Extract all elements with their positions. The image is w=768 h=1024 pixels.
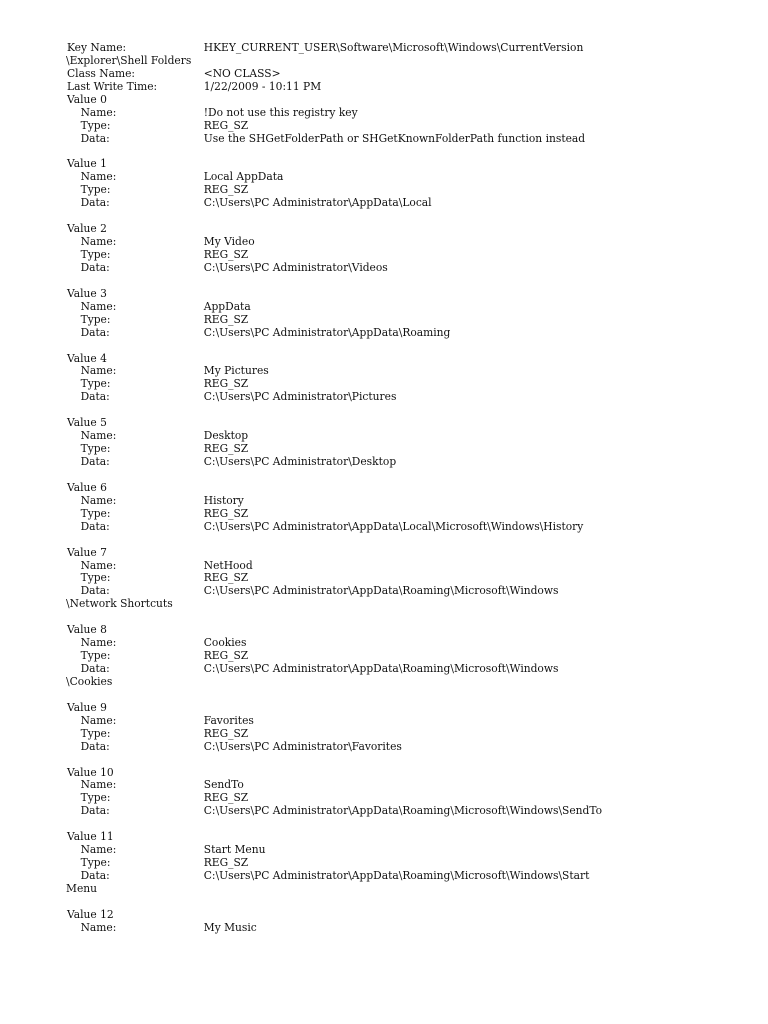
value-name-row bbox=[67, 107, 736, 120]
value-name-row bbox=[67, 560, 736, 573]
value-header-row bbox=[67, 547, 736, 560]
value-header: Value 0 bbox=[67, 92, 107, 106]
value-type-label: Type: bbox=[80, 726, 111, 740]
value-data: C:\Users\PC Administrator\AppData\Roaming\Microsoft\Windows\Start bbox=[203, 869, 590, 882]
value-name-label: Name: bbox=[80, 493, 117, 507]
class-name-label: Class Name: bbox=[67, 66, 136, 80]
blank-line bbox=[67, 611, 736, 624]
value-name-row bbox=[67, 922, 736, 935]
value-header-row bbox=[67, 767, 736, 780]
registry-value-entry bbox=[67, 288, 736, 340]
value-header-row bbox=[67, 482, 736, 495]
last-write-time-value: 1/22/2009 - 10:11 PM bbox=[203, 79, 322, 93]
value-type: REG_SZ bbox=[203, 649, 249, 663]
registry-value-entry bbox=[67, 547, 736, 612]
value-header: Value 5 bbox=[67, 416, 107, 430]
value-type-label: Type: bbox=[80, 183, 111, 197]
value-data-row bbox=[67, 663, 736, 676]
value-name-row bbox=[67, 236, 736, 249]
value-data-row bbox=[67, 456, 736, 469]
registry-value-entry bbox=[67, 94, 736, 146]
value-header: Value 8 bbox=[67, 623, 107, 637]
value-data-label: Data: bbox=[80, 584, 110, 598]
registry-value-entry bbox=[67, 158, 736, 210]
value-name-label: Name: bbox=[80, 170, 117, 184]
blank-line bbox=[67, 689, 736, 702]
registry-value-entry bbox=[67, 353, 736, 405]
value-type-row bbox=[67, 249, 736, 262]
value-type-label: Type: bbox=[80, 248, 111, 261]
value-data-label: Data: bbox=[80, 260, 110, 274]
value-type-label: Type: bbox=[80, 856, 111, 870]
value-type: REG_SZ bbox=[203, 312, 249, 326]
blank-line bbox=[67, 275, 736, 288]
value-name-label: Name: bbox=[80, 778, 117, 792]
key-name-row bbox=[67, 42, 736, 55]
value-type-label: Type: bbox=[80, 118, 111, 132]
value-type: REG_SZ bbox=[203, 726, 249, 740]
value-type: REG_SZ bbox=[203, 856, 249, 870]
value-name-row bbox=[67, 715, 736, 728]
value-header-row bbox=[67, 702, 736, 715]
value-name: AppData bbox=[203, 299, 251, 313]
value-header: Value 12 bbox=[67, 907, 114, 921]
value-data: C:\Users\PC Administrator\AppData\Roaming bbox=[203, 325, 451, 339]
blank-line bbox=[67, 404, 736, 417]
last-write-time-row bbox=[67, 81, 736, 94]
blank-line bbox=[67, 210, 736, 223]
registry-value-entry bbox=[67, 482, 736, 534]
value-name-label: Name: bbox=[80, 920, 117, 934]
value-type-label: Type: bbox=[80, 506, 111, 520]
value-data: C:\Users\PC Administrator\AppData\Roaming\Microsoft\Windows\SendTo bbox=[203, 804, 603, 818]
value-data: Use the SHGetFolderPath or SHGetKnownFolderPath function instead bbox=[203, 131, 586, 145]
value-name: Desktop bbox=[203, 429, 249, 443]
value-header: Value 10 bbox=[67, 765, 114, 779]
value-data: C:\Users\PC Administrator\AppData\Roaming\Microsoft\Windows bbox=[203, 584, 559, 598]
value-header: Value 6 bbox=[67, 480, 107, 494]
blank-line bbox=[67, 754, 736, 767]
value-data-row bbox=[67, 327, 736, 340]
value-data-label: Data: bbox=[80, 739, 110, 753]
value-data-label: Data: bbox=[80, 519, 110, 533]
value-data-row bbox=[67, 521, 736, 534]
value-name-label: Name: bbox=[80, 105, 117, 119]
value-data-label: Data: bbox=[80, 804, 110, 818]
value-header-row bbox=[67, 624, 736, 637]
value-name-row bbox=[67, 779, 736, 792]
value-data-continuation-row bbox=[67, 598, 736, 611]
value-data-continuation: \Cookies bbox=[66, 674, 113, 688]
value-data-label: Data: bbox=[80, 196, 110, 210]
value-data-row bbox=[67, 133, 736, 146]
value-name-row bbox=[67, 301, 736, 314]
value-name: My Video bbox=[203, 235, 255, 249]
value-data: C:\Users\PC Administrator\Videos bbox=[203, 260, 388, 274]
value-data-continuation: \Network Shortcuts bbox=[66, 597, 173, 611]
value-header: Value 1 bbox=[67, 157, 107, 171]
value-name: Start Menu bbox=[203, 843, 266, 857]
value-name-label: Name: bbox=[80, 558, 117, 572]
value-name: SendTo bbox=[203, 778, 244, 792]
value-name: !Do not use this registry key bbox=[203, 105, 358, 119]
value-name-label: Name: bbox=[80, 235, 117, 249]
value-type-label: Type: bbox=[80, 649, 111, 663]
value-type: REG_SZ bbox=[203, 248, 249, 261]
value-header: Value 4 bbox=[67, 351, 107, 365]
value-type: REG_SZ bbox=[203, 377, 249, 391]
value-type: REG_SZ bbox=[203, 506, 249, 520]
value-data-continuation-row bbox=[67, 676, 736, 689]
key-name-continuation-text: \Explorer\Shell Folders bbox=[66, 53, 192, 67]
value-data-row bbox=[67, 197, 736, 210]
value-type-label: Type: bbox=[80, 312, 111, 326]
value-header-row bbox=[67, 909, 736, 922]
value-data-row bbox=[67, 741, 736, 754]
value-name: My Music bbox=[203, 920, 257, 934]
value-data: C:\Users\PC Administrator\AppData\Roaming\Microsoft\Windows bbox=[203, 662, 559, 675]
blank-line bbox=[67, 818, 736, 831]
value-name-row bbox=[67, 495, 736, 508]
value-name-label: Name: bbox=[80, 429, 117, 443]
value-name-label: Name: bbox=[80, 364, 117, 378]
value-type-label: Type: bbox=[80, 442, 111, 456]
value-name: Cookies bbox=[203, 636, 247, 650]
value-name-row bbox=[67, 637, 736, 650]
value-name-row bbox=[67, 171, 736, 184]
value-data-continuation-row bbox=[67, 883, 736, 896]
value-header-row bbox=[67, 831, 736, 844]
registry-value-entry bbox=[67, 909, 736, 935]
value-header-row bbox=[67, 288, 736, 301]
value-data-label: Data: bbox=[80, 325, 110, 339]
value-header-row bbox=[67, 158, 736, 171]
value-header-row bbox=[67, 353, 736, 366]
blank-line bbox=[67, 896, 736, 909]
value-header: Value 7 bbox=[67, 545, 107, 559]
value-data-row bbox=[67, 391, 736, 404]
class-name-row bbox=[67, 68, 736, 81]
value-type-label: Type: bbox=[80, 377, 111, 391]
value-type-label: Type: bbox=[80, 571, 111, 585]
value-data: C:\Users\PC Administrator\Desktop bbox=[203, 455, 397, 468]
value-data-label: Data: bbox=[80, 662, 110, 675]
class-name-value: <NO CLASS> bbox=[203, 66, 281, 80]
value-name-label: Name: bbox=[80, 636, 117, 650]
value-name-row bbox=[67, 430, 736, 443]
value-type: REG_SZ bbox=[203, 442, 249, 456]
registry-value-entry bbox=[67, 223, 736, 275]
value-type-row bbox=[67, 443, 736, 456]
value-data-label: Data: bbox=[80, 390, 110, 404]
value-type: REG_SZ bbox=[203, 571, 249, 585]
last-write-time-label: Last Write Time: bbox=[67, 79, 158, 93]
registry-value-entry bbox=[67, 831, 736, 896]
value-data-label: Data: bbox=[80, 455, 110, 468]
registry-value-entry bbox=[67, 767, 736, 819]
value-list bbox=[67, 94, 736, 935]
key-name-value: HKEY_CURRENT_USER\Software\Microsoft\Windows\CurrentVersion bbox=[203, 41, 584, 54]
value-type-row bbox=[67, 378, 736, 391]
value-header-row bbox=[67, 417, 736, 430]
value-data-row bbox=[67, 805, 736, 818]
value-header: Value 11 bbox=[67, 830, 114, 844]
value-data-row bbox=[67, 262, 736, 275]
value-data-label: Data: bbox=[80, 869, 110, 882]
value-data: C:\Users\PC Administrator\Favorites bbox=[203, 739, 402, 753]
value-type-label: Type: bbox=[80, 791, 111, 805]
registry-value-entry bbox=[67, 417, 736, 469]
value-name-row bbox=[67, 844, 736, 857]
value-data: C:\Users\PC Administrator\Pictures bbox=[203, 390, 397, 404]
value-name-row bbox=[67, 365, 736, 378]
value-name: My Pictures bbox=[203, 364, 269, 378]
value-data: C:\Users\PC Administrator\AppData\Local bbox=[203, 196, 432, 210]
value-name: NetHood bbox=[203, 558, 253, 572]
value-name-label: Name: bbox=[80, 843, 117, 857]
value-header-row bbox=[67, 223, 736, 236]
value-type: REG_SZ bbox=[203, 118, 249, 132]
value-header: Value 9 bbox=[67, 700, 107, 714]
value-name-label: Name: bbox=[80, 713, 117, 727]
value-type: REG_SZ bbox=[203, 183, 249, 197]
blank-line bbox=[67, 534, 736, 547]
value-name: Favorites bbox=[203, 713, 254, 727]
value-name: Local AppData bbox=[203, 170, 284, 184]
value-data-label: Data: bbox=[80, 131, 110, 145]
value-header: Value 2 bbox=[67, 222, 107, 236]
value-name-label: Name: bbox=[80, 299, 117, 313]
value-name: History bbox=[203, 493, 244, 507]
value-data-continuation: Menu bbox=[66, 881, 98, 895]
value-data: C:\Users\PC Administrator\AppData\Local\Microsoft\Windows\History bbox=[203, 519, 584, 533]
value-header-row bbox=[67, 94, 736, 107]
blank-line bbox=[67, 469, 736, 482]
blank-line bbox=[67, 146, 736, 159]
blank-line bbox=[67, 340, 736, 353]
value-header: Value 3 bbox=[67, 286, 107, 300]
registry-value-entry bbox=[67, 624, 736, 689]
registry-value-entry bbox=[67, 702, 736, 754]
registry-export-document bbox=[67, 42, 736, 935]
value-type: REG_SZ bbox=[203, 791, 249, 805]
key-name-label: Key Name: bbox=[67, 41, 127, 54]
value-data-row bbox=[67, 870, 736, 883]
key-name-continuation bbox=[67, 55, 736, 68]
